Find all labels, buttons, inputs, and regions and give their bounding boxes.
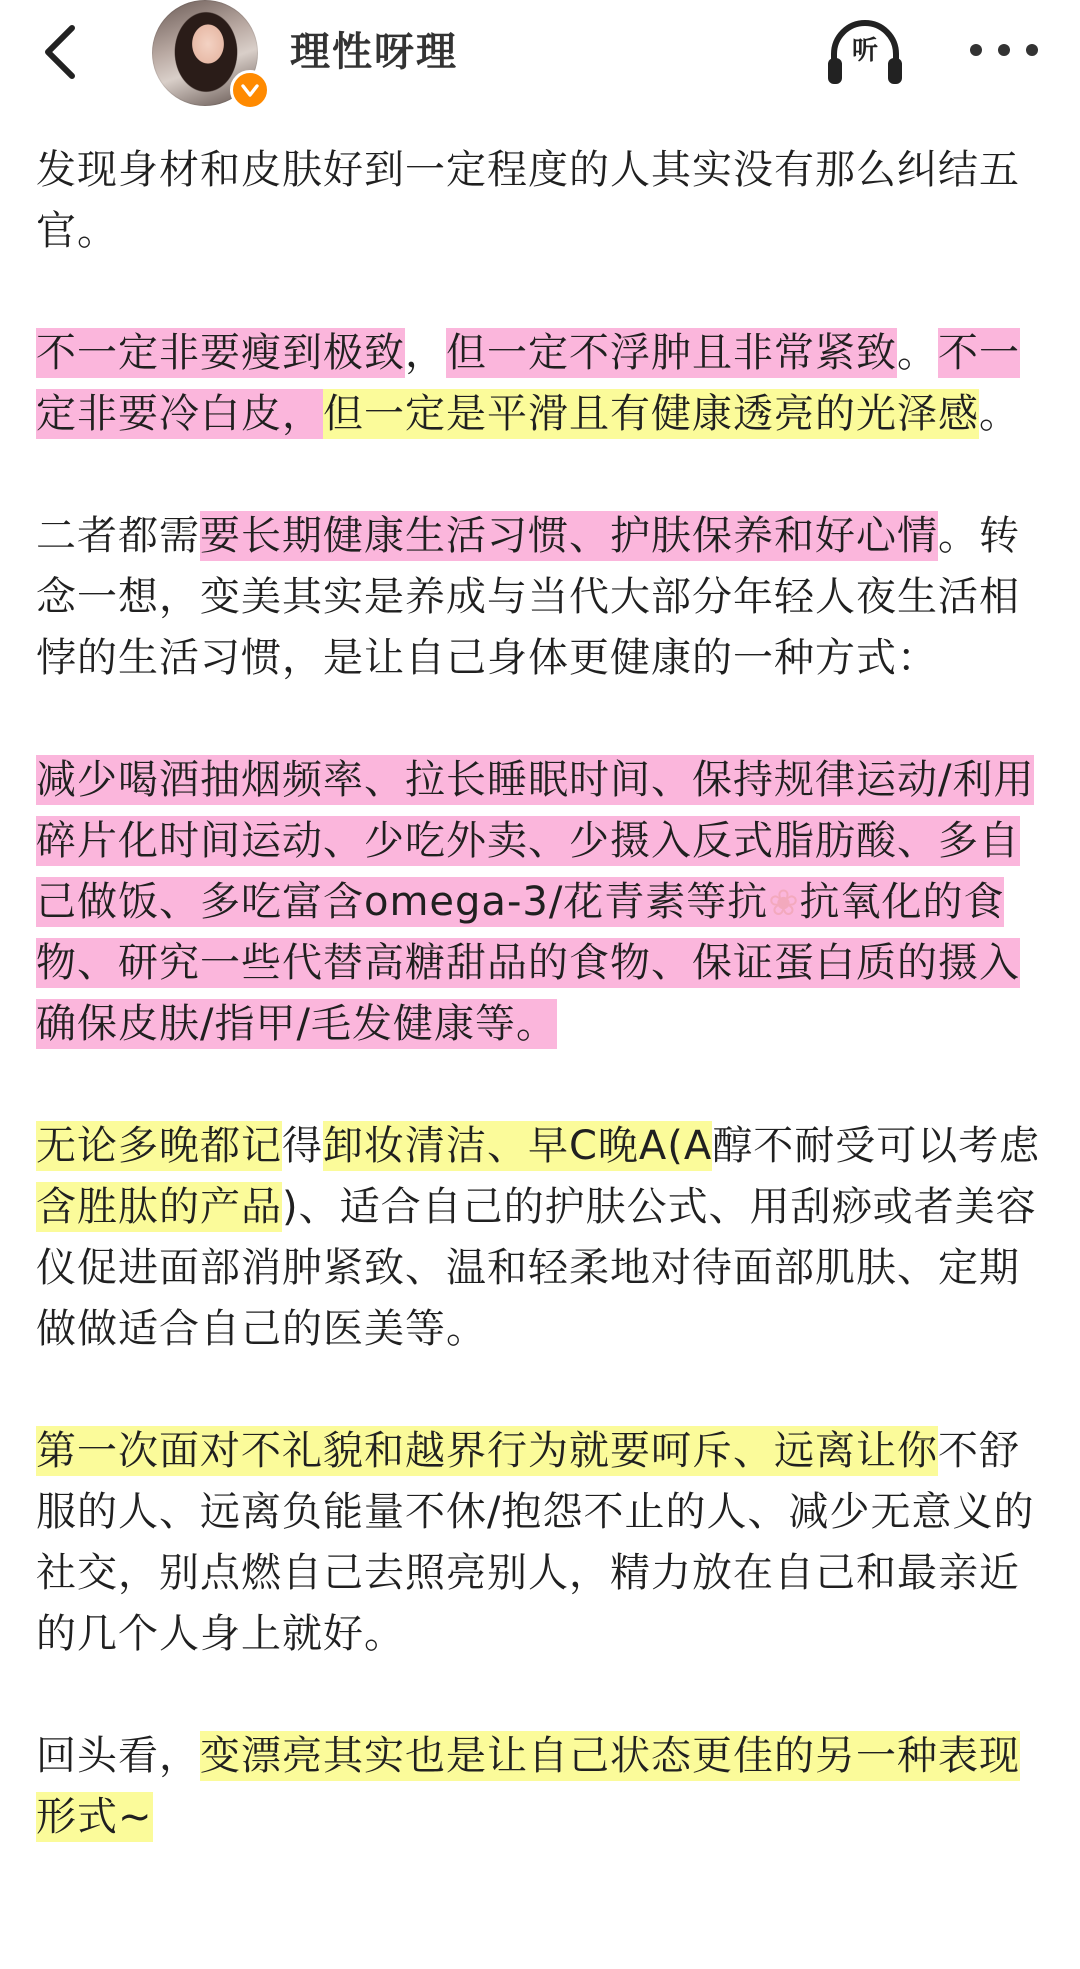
paragraph-6 (36, 1421, 1046, 1665)
listen-button[interactable] (820, 14, 910, 94)
paragraph-3 (36, 506, 1046, 689)
highlight-yellow: 早C晚A(A (528, 1123, 713, 1169)
highlight-pink: 不一定非要冷白皮， (36, 330, 1020, 437)
avatar[interactable] (152, 0, 258, 106)
highlight-pink: 要长期健康生活习惯、 (200, 513, 610, 559)
highlight-pink: 但一定不浮肿且非常紧致 (446, 330, 897, 376)
highlight-pink: 抗氧化的食物、研究一些代替高糖甜品的食物、保证蛋白质的摄入确保皮肤/指甲/毛发健康等。 (36, 879, 1020, 1047)
highlight-pink: 护肤保养和好心情 (610, 513, 938, 559)
paragraph-1-text: 发现身材和皮肤好到一定程度的人其实没有那么纠结五官。 (36, 147, 1020, 254)
highlight-yellow: 含胜肽的产品 (36, 1184, 282, 1230)
text-span: )、适合自己的护肤公式、用刮痧或者美容仪促进面部消肿紧致、温和轻柔地对待面部肌肤、定期做做适合自己的医美等。 (36, 1184, 1037, 1352)
highlight-yellow: 无论多晚都记 (36, 1123, 282, 1169)
username[interactable]: 理性呀理 (290, 29, 458, 75)
text-span: 得 (282, 1123, 323, 1169)
text-span: 。 (897, 330, 938, 376)
text-span: 回头看， (36, 1733, 200, 1779)
text-span: 二者都需 (36, 513, 200, 559)
listen-label: 听 (851, 36, 878, 66)
more-dots-icon (954, 24, 1054, 80)
paragraph-1 (36, 140, 1046, 262)
highlight-pink: 不一定非要瘦到极致 (36, 330, 405, 376)
highlight-yellow: 卸妆清洁、 (323, 1123, 528, 1169)
text-span: ， (405, 330, 446, 376)
post-body (36, 140, 1046, 1848)
paragraph-5 (36, 1116, 1046, 1360)
paragraph-4 (36, 750, 1046, 1055)
text-span: 不舒服的人、远离负能量不休/抱怨不止的人、减少无意义的社交，别点燃自己去照亮别人，精力放在自己和最亲近的几个人身上就好。 (36, 1428, 1035, 1657)
text-span: 。转念一想，变美其实是养成与当代大部分年轻人夜生活相悖的生活习惯，是让自己身体更健康的一种方式： (36, 513, 1020, 681)
flower-sticker-icon: ❀ (768, 883, 800, 924)
verified-check-icon (230, 70, 270, 110)
highlight-pink: 减少喝酒抽烟频率、拉长睡眠时间、保持规律运动/利用碎片化时间运动、少吃外卖、少摄入反式脂肪酸、多自己做饭、多吃富含omega-3/花青素等抗 (36, 757, 1035, 925)
highlight-yellow: 第一次面对不礼貌和越界行为就要呵斥、远离让你 (36, 1428, 938, 1474)
paragraph-7 (36, 1726, 1046, 1848)
more-options-button[interactable] (954, 24, 1054, 80)
chevron-left-icon (40, 22, 80, 82)
text-span: 。 (979, 391, 1020, 437)
highlight-yellow: 但一定是平滑且有健康透亮的光泽感 (323, 391, 979, 437)
paragraph-2 (36, 323, 1046, 445)
back-button[interactable] (28, 14, 92, 90)
text-span: 醇不耐受可以考虑 (712, 1123, 1041, 1169)
highlight-yellow: 变漂亮其实也是让自己状态更佳的另一种表现形式~ (36, 1733, 1020, 1840)
top-bar (0, 0, 1080, 112)
highlight-pink (768, 877, 799, 927)
